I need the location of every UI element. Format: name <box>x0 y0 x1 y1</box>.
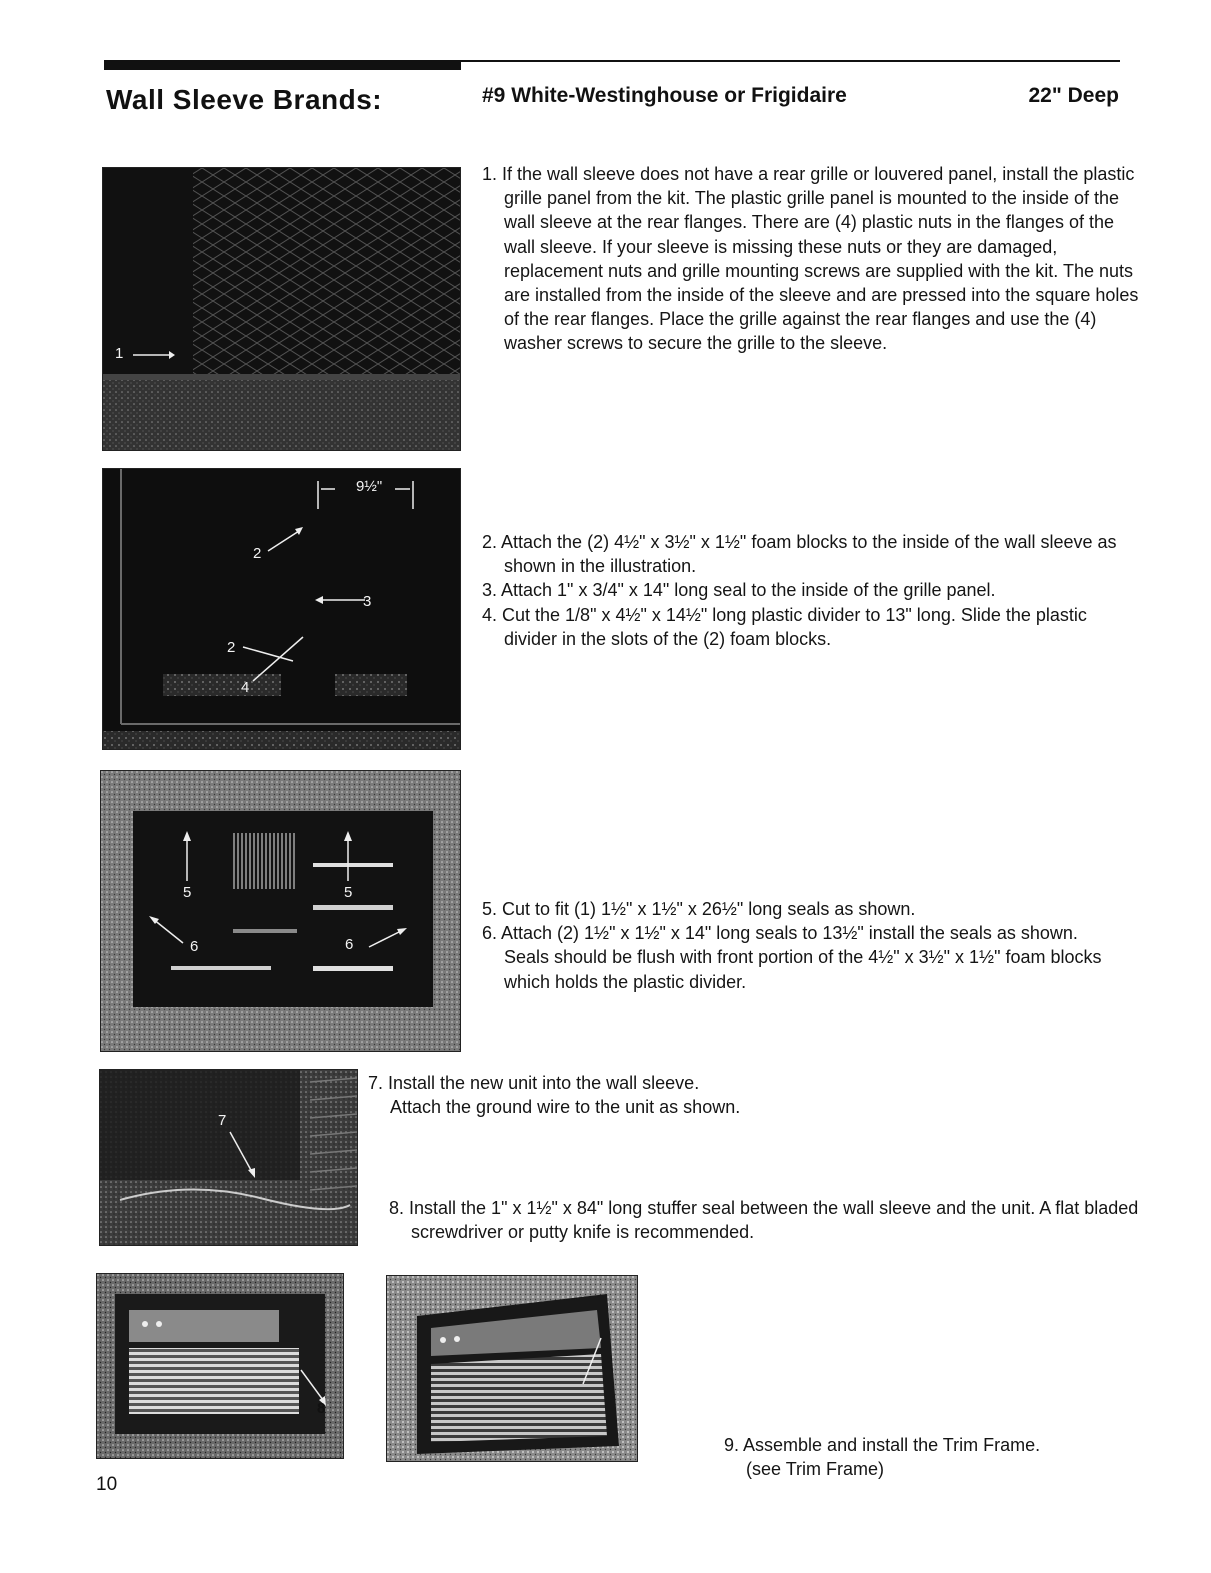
callout-1: 1 <box>115 345 124 362</box>
callout-6b: 6 <box>345 936 354 953</box>
photo-grille-panel <box>102 167 461 451</box>
callout-3: 3 <box>363 593 372 610</box>
callout-dimension: 9½" <box>356 478 383 495</box>
depth-label: 22" Deep <box>1028 84 1119 107</box>
callout-6a: 6 <box>190 938 199 955</box>
callout-4: 4 <box>241 679 250 696</box>
page-title: Wall Sleeve Brands: <box>106 84 383 115</box>
step-9 <box>724 1433 1124 1481</box>
step-6: 6. Attach (2) 1½" x 1½" x 14" long seals to 13½" install the seals as shown. Seals should be flush with front portion of the 4½" x 3½" x 1½" foam blocks which holds the plastic divider. <box>482 923 1102 992</box>
callout-2b: 2 <box>227 639 236 656</box>
step-5: 5. Cut to fit (1) 1½" x 1½" x 26½" long seals as shown. <box>482 899 916 919</box>
step-8: 8. Install the 1" x 1½" x 84" long stuffer seal between the wall sleeve and the unit. A flat bladed screwdriver or putty knife is recommended. <box>389 1198 1139 1243</box>
brand-heading: #9 White-Westinghouse or Frigidaire <box>482 84 847 107</box>
photo-foam-blocks <box>102 468 461 750</box>
photo-unit-install <box>99 1069 358 1246</box>
steps-5-6 <box>482 897 1122 994</box>
photo-stuffer-seal <box>96 1273 344 1459</box>
step-2: 2. Attach the (2) 4½" x 3½" x 1½" foam blocks to the inside of the wall sleeve as shown in the illustration. <box>482 532 1117 577</box>
step-9-line-1: 9. Assemble and install the Trim Frame. <box>724 1435 1041 1455</box>
callout-2a: 2 <box>253 545 262 562</box>
steps-2-4 <box>482 530 1122 651</box>
callout-8: 8 <box>317 1400 326 1417</box>
step-9-line-2: (see Trim Frame) <box>746 1459 885 1480</box>
step-7-line-2: Attach the ground wire to the unit as shown. <box>390 1097 741 1118</box>
step-3: 3. Attach 1" x 3/4" x 14" long seal to the inside of the grille panel. <box>482 580 996 601</box>
callout-7: 7 <box>218 1112 227 1129</box>
step-7 <box>368 1071 868 1119</box>
step-7-line-1: 7. Install the new unit into the wall sleeve. <box>368 1073 700 1093</box>
header-rule-thick <box>104 60 461 70</box>
callout-5b: 5 <box>344 884 353 901</box>
step-1: 1. If the wall sleeve does not have a rear grille or louvered panel, install the plastic grille panel from the kit. The plastic grille panel is mounted to the inside of the wall sleeve at the rear flanges. There are (4) plastic nuts in the flanges of the wall sleeve. If your sleeve is missing these nuts or they are damaged, replacement nuts and grille mounting screws are supplied with the kit. The nuts are installed from the inside of the sleeve and are pressed into the square holes of the rear flanges. Place the grille against the rear flanges and use the (4) washer screws to secure the grille to the sleeve. <box>482 164 1139 354</box>
page-number: 10 <box>96 1474 118 1495</box>
photo-trim-frame <box>386 1275 638 1462</box>
step-4: 4. Cut the 1/8" x 4½" x 14½" long plastic divider to 13" long. Slide the plastic divider in the slots of the (2) foam blocks. <box>482 604 1087 649</box>
callout-5a: 5 <box>183 884 192 901</box>
photo-seals <box>100 770 461 1052</box>
